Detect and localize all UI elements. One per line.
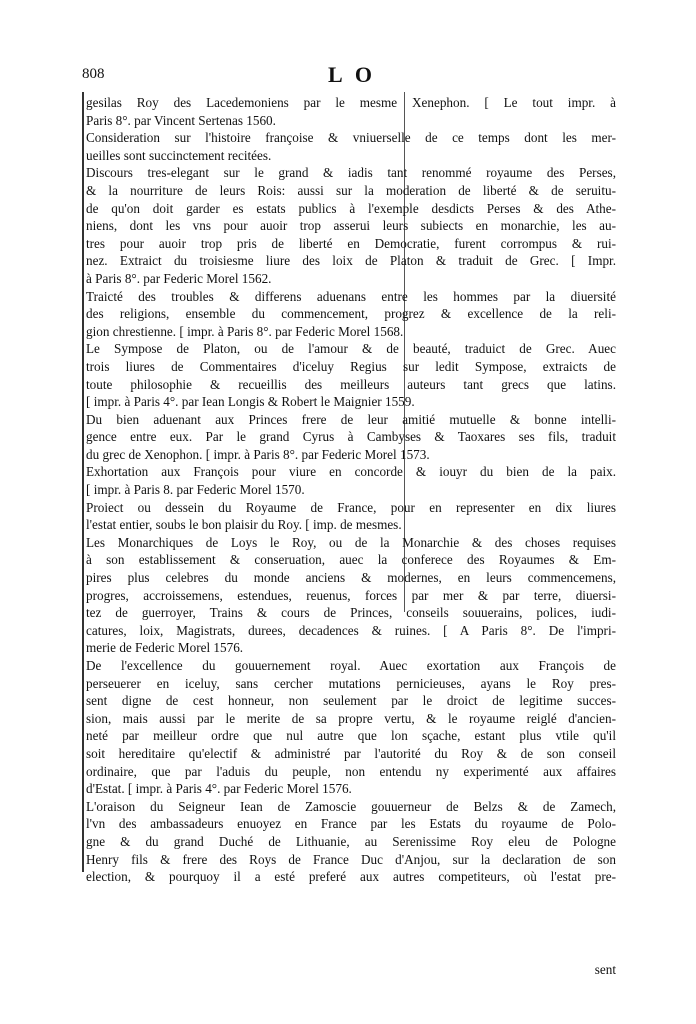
text-line: soit hereditaire qu'electif & administré par l'autorité du Roy & de son conseil <box>86 745 616 761</box>
text-line: à Paris 8°. par Federic Morel 1562. <box>86 270 272 286</box>
text-line: Le Sympose de Platon, ou de l'amour & de beauté, traduict de Grec. Auec <box>86 341 616 357</box>
text-line: Exhortation aux François pour viure en concorde & iouyr du bien de la paix. <box>86 464 616 480</box>
text-line: progres, accroissemens, estendues, reuenus, forces par mer & par terre, diuersi- <box>86 587 616 603</box>
text-line: Discours tres-elegant sur le grand & iadis tant renommé royaume des Perses, <box>86 165 616 181</box>
text-line: gne & du grand Duché de Lithuanie, au Serenissime Roy eleu de Pologne <box>86 833 616 849</box>
page-header <box>82 62 622 88</box>
text-line: des religions, ensemble du commencement, progrez & excellence de la reli- <box>86 306 616 322</box>
text-line: Les Monarchiques de Loys le Roy, ou de la Monarchie & des choses requises <box>86 534 616 550</box>
text-line: [ impr. à Paris 4°. par Iean Longis & Robert le Maignier 1559. <box>86 394 415 410</box>
text-line: d'Estat. [ impr. à Paris 4°. par Federic Morel 1576. <box>86 781 352 797</box>
text-line: ueilles sont succinctement recitées. <box>86 147 272 163</box>
text-line: Consideration sur l'histoire françoise & vniuerselle de ce temps dont les mer- <box>86 130 616 146</box>
text-line: toute philosophie & recueillis des meilleurs auteurs tant grecs que latins. <box>86 376 616 392</box>
text-line: merie de Federic Morel 1576. <box>86 640 244 656</box>
text-line: Henry fils & frere des Roys de France Duc d'Anjou, sur la declaration de son <box>86 851 616 867</box>
page-number: 808 <box>82 66 105 82</box>
text-line: Du bien aduenant aux Princes frere de leur amitié mutuelle & bonne intelli- <box>86 411 616 427</box>
body-text <box>86 94 616 886</box>
text-line: pires plus celebres du monde anciens & modernes, en leurs commencemens, <box>86 570 616 586</box>
text-line: gion chrestienne. [ impr. à Paris 8°. par Federic Morel 1568. <box>86 323 404 339</box>
text-line: tres pour auoir trop pris de liberté en Democratie, furent corrompus & rui- <box>86 235 616 251</box>
text-line: sent digne de cest honneur, non seulement par le droict de legitime succes- <box>86 693 616 709</box>
text-line: L'oraison du Seigneur Iean de Zamoscie gouuerneur de Belzs & de Zamech, <box>86 798 616 814</box>
text-line: De l'excellence du gouuernement royal. Auec exortation aux François de <box>86 658 616 673</box>
text-line: niens, dont les vns pour auoir trop asserui leurs subiects en monarchie, les au- <box>86 218 616 234</box>
text-line: perseuerer en iceluy, sans cercher mutations pernicieuses, ayans le Roy pres- <box>86 675 616 691</box>
text-line: de qu'on doit garder es estats publics à l'exemple desdicts Perses & des Athe- <box>86 200 616 216</box>
text-line: trois liures de Commentaires d'iceluy Regius sur ledit Sympose, extraicts de <box>86 358 616 374</box>
text-line: gesilas Roy des Lacedemoniens par le mesme Xenephon. [ Le tout impr. à <box>86 95 616 110</box>
left-margin-rule <box>82 92 84 872</box>
text-line: [ impr. à Paris 8. par Federic Morel 1570. <box>86 482 305 498</box>
text-line: à son establissement & conseruation, auec la conferece des Royaumes & Em- <box>86 552 616 568</box>
running-head: L O <box>327 62 377 87</box>
text-line: tez de guerroyer, Trains & cours de Princes, conseils souuerains, polices, iudi- <box>86 605 616 621</box>
text-line: election, & pourquoy il a esté preferé aux autres competiteurs, où l'estat pre- <box>86 869 616 885</box>
text-line: Proiect ou dessein du Royaume de France, pour en representer en dix liures <box>86 499 616 515</box>
text-line: & la nourriture de leurs Rois: aussi sur la moderation de liberté & de seruitu- <box>86 182 616 198</box>
text-line: l'estat entier, soubs le bon plaisir du Roy. [ imp. de mesmes. <box>86 517 402 533</box>
text-line: catures, loix, Magistrats, durees, decadences & ruines. [ A Paris 8°. De l'impri- <box>86 622 616 638</box>
text-line: ordinaire, que par l'aduis du peuple, non entendu ny experimenté aux affaires <box>86 763 616 779</box>
text-line: du grec de Xenophon. [ impr. à Paris 8°. par Federic Morel 1573. <box>86 446 430 462</box>
text-line: sion, mais aussi par le merite de sa propre vertu, & le royaume reiglé d'ancien- <box>86 710 616 726</box>
catchword: sent <box>594 962 616 977</box>
text-line: Traicté des troubles & differens aduenans entre les hommes par la diuersité <box>86 288 616 304</box>
text-line: gence entre eux. Par le grand Cyrus à Cambyses & Taoxares ses fils, traduit <box>86 429 616 445</box>
text-line: nez. Extraict du troisiesme liure des loix de Platon & traduit de Grec. [ Impr. <box>86 253 616 269</box>
text-line: l'vn des ambassadeurs enuoyez en France par les Estats du royaume de Polo- <box>86 816 616 832</box>
text-line: Paris 8°. par Vincent Sertenas 1560. <box>86 112 276 128</box>
text-line: neté par meilleur ordre que nul autre que lon sçache, estant plus vtile qu'il <box>86 728 616 744</box>
